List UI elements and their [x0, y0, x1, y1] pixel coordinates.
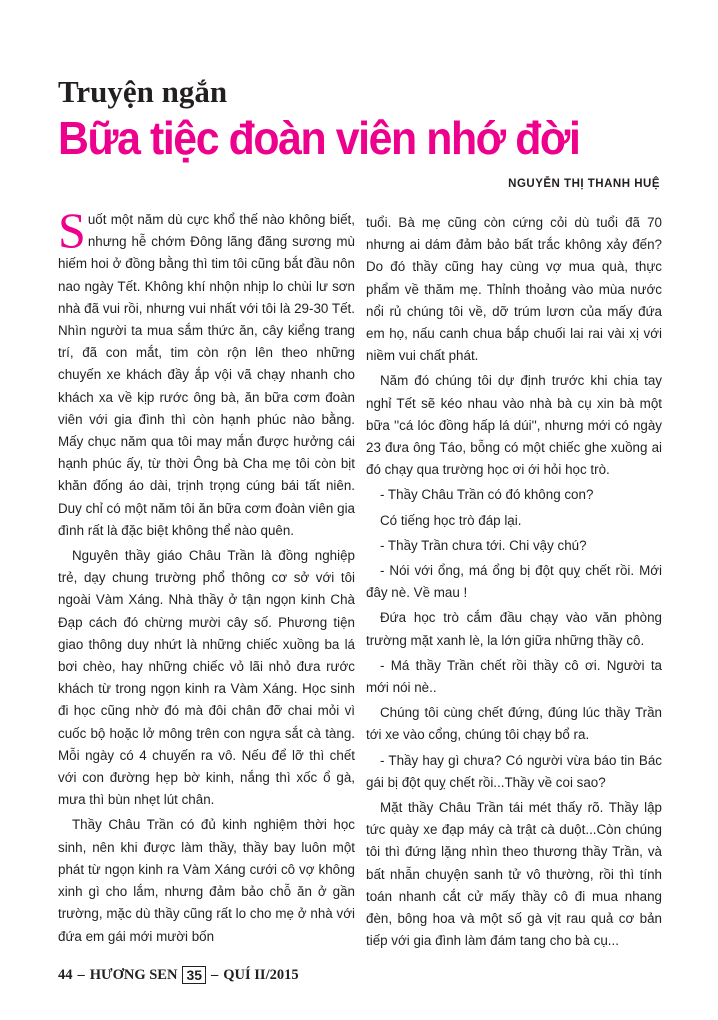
- section-label: Truyện ngắn: [58, 74, 228, 109]
- paragraph: Nguyên thầy giáo Châu Trần là đồng nghiệp trẻ, dạy chung trường phổ thông cơ sở với tôi ngoài Vàm Xáng. Nhà thầy ở tận ngọn kinh Chà Đạp cách đó chừng mười cây số. Phương tiện giao thông duy nhứt là những chiếc xuồng ba lá bơi chèo, hay những chiếc vỏ lãi nhỏ đưa rước khách từ trong ngọn kinh ra Vàm Xáng. Học sinh đi học cũng nhờ đó mà đôi chân đỡ chai mỏi vì cuốc bộ hoặc lở mông trên con ngựa sắt cà tàng. Mỗi ngày có 4 chuyến ra vô. Nếu để lỡ thì chết với con đường hẹp bờ kinh, nắng thì xốc ổ gà, mưa thì bùn nhẹt lút chân.: [58, 548, 355, 808]
- page-footer: [58, 966, 299, 984]
- magazine-name: HƯƠNG SEN: [89, 966, 178, 983]
- issue-number-box: 35: [182, 966, 206, 984]
- paragraph: Năm đó chúng tôi dự định trước khi chia tay nghỉ Tết sẽ kéo nhau vào nhà bà cụ xin bà một bữa ''cá lóc đồng hấp lá dúi'', nhưng mới có ngày 23 đưa ông Táo, bỗng có một chiếc ghe xuồng ai đó chạy qua trường học ơi ới hỏi học trò.: [366, 373, 662, 478]
- right-column: [366, 212, 662, 953]
- page-number: 44: [58, 966, 73, 983]
- paragraph: Có tiếng học trò đáp lại.: [380, 512, 522, 528]
- paragraph: [58, 202, 355, 542]
- dialogue-line: - Thầy hay gì chưa? Có người vừa báo tin Bác gái bị đột quỵ chết rồi...Thầy về coi sao?: [366, 752, 662, 790]
- separator: –: [211, 966, 219, 983]
- dialogue-line: - Nói với ổng, má ổng bị đột quỵ chết rồi. Mới đây nè. Về mau !: [366, 563, 662, 601]
- story-title: Bữa tiệc đoàn viên nhớ đời: [58, 112, 580, 164]
- dialogue-line: - Má thầy Trần chết rồi thầy cô ơi. Người ta mới nói nè..: [366, 657, 662, 696]
- paragraph: Chúng tôi cùng chết đứng, đúng lúc thầy Trần tới xe vào cổng, chúng tôi chạy bổ ra.: [366, 705, 662, 743]
- paragraph: Đứa học trò cắm đầu chạy vào văn phòng trường mặt xanh lè, la lớn giữa những thầy cô.: [366, 610, 662, 648]
- issue-quarter: QUÍ II/2015: [223, 966, 299, 983]
- paragraph-text: uốt một năm dù cực khổ thế nào không biết, nhưng hễ chớm Đông lãng đãng sương mù hiếm hoi ở đồng bằng thì tim tôi cũng bắt đầu nôn nao ngày Tết. Không khí nhộn nhịp lo chùi lư sơn nhà đã vui rồi, nhưng vui nhất với tôi là 29-30 Tết. Nhìn người ta mua sắm thức ăn, cây kiểng trang trí, đã con mắt, tim còn rộn lên theo những chuyến xe khách đầy ắp vội vã chạy nhanh cho khách xa về kịp rước ông bà, ăn bữa cơm đoàn viên với gia đình thì còn hạnh phúc nào bằng. Mấy chục năm qua tôi may mắn được hưởng cái hạnh phúc ấy, từ thời Ông bà Cha mẹ tôi còn bịt khăn đống áo dài, trịnh trọng cúng bái tất niên. Duy chỉ có một năm tôi ăn bữa cơm đoàn viên gia đình rất là đặc biệt không thể nào quên.: [58, 212, 355, 538]
- paragraph: tuổi. Bà mẹ cũng còn cứng cỏi dù tuổi đã 70 nhưng ai dám đảm bảo bất trắc không xảy đến? Do đó thầy cũng hay cùng vợ mua quà, thực phẩm về thăm mẹ. Thỉnh thoảng vào mùa nước nổi rủ chúng tôi về, dỡ trúm lươn của mấy đứa em họ, nấu canh chua bắp chuối lai rai vài xị với niềm vui chất phát.: [366, 215, 662, 364]
- dialogue-line: - Thầy Trần chưa tới. Chi vậy chú?: [380, 537, 587, 553]
- author-name: NGUYỄN THỊ THANH HUỆ: [508, 178, 660, 190]
- separator: –: [77, 966, 85, 983]
- left-column: [58, 202, 355, 948]
- drop-cap: S: [58, 202, 86, 258]
- paragraph: Thầy Châu Trần có đủ kinh nghiệm thời học sinh, nên khi được làm thầy, thầy bay luôn một phát từ ngọn kinh ra Vàm Xáng cưới cô vợ không xinh gì cho lắm, nhưng đảm bảo chỗ ăn ở gần trường, mặc dù thầy cũng rất lo cho mẹ ở nhà với đứa em gái mới mười bốn: [58, 817, 355, 944]
- paragraph: Mặt thầy Châu Trần tái mét thấy rõ. Thầy lập tức quày xe đạp máy cà trật cà duột...Còn chúng tôi thì đứng lặng nhìn theo thương thầy Trần, và bất nhẫn chuyện sanh tử vô thường, rồi thì tính toán nhanh cắt cử mấy thầy cô đi mua nhang đèn, bông hoa và một số gà vịt rau quả cơ bản tiếp với gia đình làm đám tang cho bà cụ...: [366, 800, 662, 949]
- dialogue-line: - Thầy Châu Trần có đó không con?: [380, 487, 594, 503]
